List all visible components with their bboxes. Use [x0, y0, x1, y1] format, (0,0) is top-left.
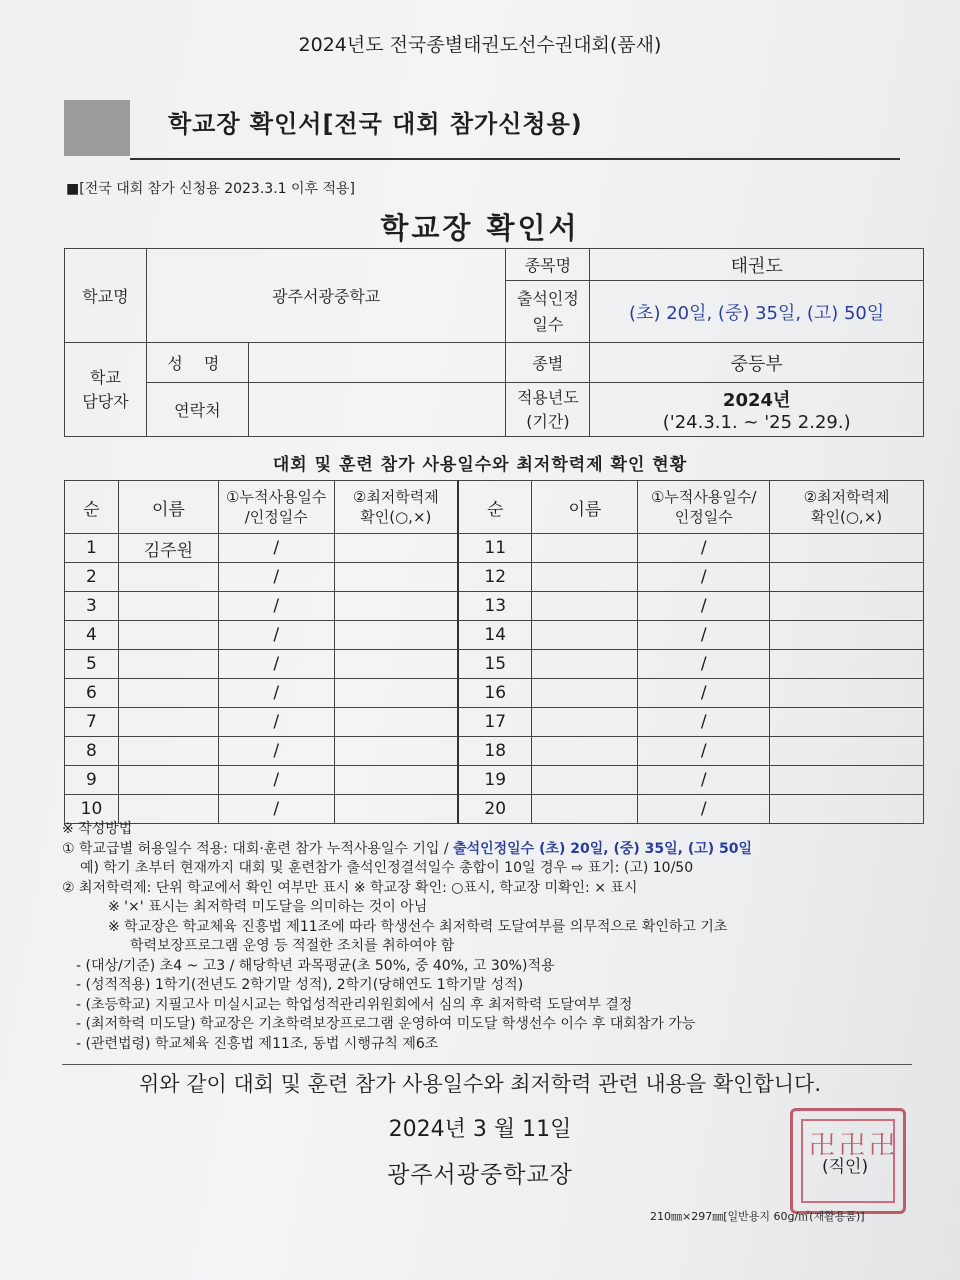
- school-info-table: [64, 248, 924, 437]
- header-days-right: ①누적사용일수/ 인정일수: [638, 481, 770, 534]
- roster-row: [65, 766, 924, 795]
- roster-name-right: [532, 592, 638, 621]
- roster-academic-right: [770, 708, 924, 737]
- roster-name-right: [532, 621, 638, 650]
- attendance-label: 출석인정 일수: [506, 281, 590, 343]
- roster-academic-left: [334, 650, 458, 679]
- roster-academic-right: [770, 737, 924, 766]
- roster-no-right: 19: [458, 766, 532, 795]
- roster-days-right: /: [638, 708, 770, 737]
- name-value: [248, 343, 506, 383]
- roster-days-right: /: [638, 534, 770, 563]
- roster-name-left: [118, 592, 218, 621]
- contact-label: 연락처: [146, 383, 248, 437]
- method-note-2: ※ 학교장은 학교체육 진흥법 제11조에 따라 학생선수 최저학력 도달여부를 의무적으로 확인하고 기초: [108, 918, 728, 935]
- header-days-left: ①누적사용일수 /인정일수: [218, 481, 334, 534]
- division-value: 중등부: [590, 343, 924, 383]
- roster-days-left: /: [218, 708, 334, 737]
- roster-no-left: 5: [65, 650, 119, 679]
- main-heading: 학교장 확인서[전국 대회 참가신청용): [168, 110, 583, 138]
- roster-table: [64, 480, 924, 824]
- roster-days-right: /: [638, 679, 770, 708]
- method-dash-2: - (성적적용) 1학기(전년도 2학기말 성적), 2학기(당해연도 1학기말 성적): [76, 977, 524, 993]
- method-dash-1: - (대상/기준) 초4 ~ 고3 / 해당학년 과목평균(초 50%, 중 40%, 고 30%)적용: [76, 957, 555, 974]
- roster-days-left: /: [218, 563, 334, 592]
- roster-no-right: 14: [458, 621, 532, 650]
- roster-row: [65, 621, 924, 650]
- roster-days-left: /: [218, 534, 334, 563]
- seal-glyph-mid: 卍: [839, 1131, 866, 1161]
- header-academic-left: ②최저학력제 확인(○,×): [334, 481, 458, 534]
- heading-rule: [130, 158, 900, 160]
- roster-academic-left: [334, 766, 458, 795]
- roster-days-right: /: [638, 592, 770, 621]
- method-dash-3: - (초등학교) 지필고사 미실시교는 학업성적관리위원회에서 심의 후 최저학력 도달여부 결정: [76, 996, 633, 1013]
- roster-no-right: 13: [458, 592, 532, 621]
- year-label: 적용년도 (기간): [506, 383, 590, 437]
- roster-name-right: [532, 737, 638, 766]
- roster-academic-left: [334, 737, 458, 766]
- roster-days-right: /: [638, 766, 770, 795]
- header-no-left: 순: [65, 481, 119, 534]
- roster-academic-left: [334, 708, 458, 737]
- roster-academic-left: [334, 592, 458, 621]
- roster-name-left: [118, 708, 218, 737]
- seal-glyph-right: 卍: [869, 1131, 896, 1161]
- roster-no-left: 6: [65, 679, 119, 708]
- roster-no-right: 15: [458, 650, 532, 679]
- roster-days-right: /: [638, 621, 770, 650]
- staff-label: 학교 담당자: [65, 343, 147, 437]
- writing-method: [62, 820, 922, 1054]
- header-academic-right: ②최저학력제 확인(○,×): [770, 481, 924, 534]
- roster-row: [65, 737, 924, 766]
- document-title: 학교장 확인서: [380, 211, 580, 245]
- roster-row: [65, 650, 924, 679]
- header-name-left: 이름: [118, 481, 218, 534]
- method-title: ※ 작성방법: [62, 821, 133, 837]
- roster-name-left: [118, 563, 218, 592]
- school-label: 학교명: [65, 249, 147, 343]
- roster-academic-left: [334, 563, 458, 592]
- contact-value: [248, 383, 506, 437]
- roster-days-right: /: [638, 795, 770, 824]
- event-title: 2024년도 전국종별태권도선수권대회(품새): [298, 34, 662, 56]
- roster-no-left: 1: [65, 534, 119, 563]
- roster-days-left: /: [218, 592, 334, 621]
- bottom-rule: [62, 1064, 912, 1065]
- attendance-value: (초) 20일, (중) 35일, (고) 50일: [590, 281, 924, 343]
- roster-row: [65, 563, 924, 592]
- roster-days-left: /: [218, 766, 334, 795]
- method-note-1: ※ '×' 표시는 최저학력 미도달을 의미하는 것이 아님: [108, 899, 428, 915]
- heading-grey-block: [64, 100, 130, 156]
- paper-spec: 210㎜×297㎜[일반용지 60g/㎡(재활용품)]: [650, 1210, 865, 1223]
- method-item-1-highlight: 출석인정일수 (초) 20일, (중) 35일, (고) 50일: [453, 840, 753, 857]
- roster-name-left: 김주원: [118, 534, 218, 563]
- roster-name-right: [532, 708, 638, 737]
- roster-row: [65, 534, 924, 563]
- roster-name-left: [118, 737, 218, 766]
- sport-value: 태권도: [590, 249, 924, 281]
- roster-academic-right: [770, 563, 924, 592]
- roster-row: [65, 708, 924, 737]
- roster-no-left: 4: [65, 621, 119, 650]
- sport-label: 종목명: [506, 249, 590, 281]
- roster-academic-right: [770, 650, 924, 679]
- name-label: 성 명: [146, 343, 248, 383]
- roster-no-right: 11: [458, 534, 532, 563]
- seal-glyph-left: 卍: [809, 1131, 836, 1161]
- roster-days-left: /: [218, 737, 334, 766]
- roster-no-left: 3: [65, 592, 119, 621]
- roster-no-right: 20: [458, 795, 532, 824]
- roster-academic-left: [334, 621, 458, 650]
- roster-no-left: 7: [65, 708, 119, 737]
- school-value: 광주서광중학교: [146, 249, 506, 343]
- header-name-right: 이름: [532, 481, 638, 534]
- roster-name-right: [532, 679, 638, 708]
- seal-mark: (직인): [822, 1157, 869, 1177]
- confirm-date: 2024년 3 월 11일: [388, 1117, 572, 1142]
- roster-no-left: 8: [65, 737, 119, 766]
- usage-notice: ■[전국 대회 참가 신청용 2023.3.1 이후 적용]: [66, 181, 356, 197]
- roster-name-left: [118, 679, 218, 708]
- roster-name-right: [532, 563, 638, 592]
- year-value: 2024년: [722, 390, 791, 411]
- division-label: 종별: [506, 343, 590, 383]
- method-item-2: ② 최저학력제: 단위 학교에서 확인 여부만 표시 ※ 학교장 확인: ○표시, 학교장 미확인: × 표시: [62, 879, 638, 896]
- roster-no-left: 9: [65, 766, 119, 795]
- roster-name-right: [532, 650, 638, 679]
- roster-academic-right: [770, 679, 924, 708]
- roster-no-left: 10: [65, 795, 119, 824]
- roster-no-left: 2: [65, 563, 119, 592]
- roster-days-left: /: [218, 795, 334, 824]
- confirm-statement: 위와 같이 대회 및 훈련 참가 사용일수와 최저학력 관련 내용을 확인합니다.: [138, 1072, 821, 1096]
- roster-name-left: [118, 621, 218, 650]
- method-dash-5: - (관련법령) 학교체육 진흥법 제11조, 동법 시행규칙 제6조: [76, 1035, 439, 1052]
- roster-no-right: 12: [458, 563, 532, 592]
- header-no-right: 순: [458, 481, 532, 534]
- method-item-1-text: ① 학교급별 허용일수 적용: 대회·훈련 참가 누적사용일수 기입 /: [62, 840, 454, 857]
- method-item-1-example: 예) 학기 초부터 현재까지 대회 및 훈련참가 출석인정결석일수 총합이 10일 경우 ⇨ 표기: (고) 10/50: [80, 860, 694, 876]
- roster-no-right: 18: [458, 737, 532, 766]
- roster-academic-left: [334, 679, 458, 708]
- method-note-2-cont: 학력보장프로그램 운영 등 적절한 조치를 취하여야 함: [130, 938, 455, 954]
- roster-academic-right: [770, 592, 924, 621]
- roster-name-left: [118, 766, 218, 795]
- roster-academic-right: [770, 766, 924, 795]
- roster-academic-left: [334, 534, 458, 563]
- roster-days-right: /: [638, 737, 770, 766]
- status-title: 대회 및 훈련 참가 사용일수와 최저학력제 확인 현황: [272, 455, 688, 475]
- roster-name-left: [118, 650, 218, 679]
- method-item-1: [62, 840, 922, 860]
- roster-days-left: /: [218, 650, 334, 679]
- roster-days-right: /: [638, 563, 770, 592]
- roster-row: [65, 679, 924, 708]
- roster-days-right: /: [638, 650, 770, 679]
- roster-name-right: [532, 534, 638, 563]
- roster-no-right: 16: [458, 679, 532, 708]
- method-dash-4: - (최저학력 미도달) 학교장은 기초학력보장프로그램 운영하여 미도달 학생선수 이수 후 대회참가 가능: [76, 1016, 696, 1032]
- roster-days-left: /: [218, 679, 334, 708]
- roster-name-right: [532, 766, 638, 795]
- roster-days-left: /: [218, 621, 334, 650]
- year-cell: [590, 383, 924, 437]
- roster-academic-right: [770, 534, 924, 563]
- roster-academic-right: [770, 621, 924, 650]
- roster-row: [65, 592, 924, 621]
- roster-body: [65, 534, 924, 824]
- principal-name: 광주서광중학교장: [387, 1162, 573, 1188]
- year-period: ('24.3.1. ~ '25 2.29.): [662, 412, 851, 433]
- roster-no-right: 17: [458, 708, 532, 737]
